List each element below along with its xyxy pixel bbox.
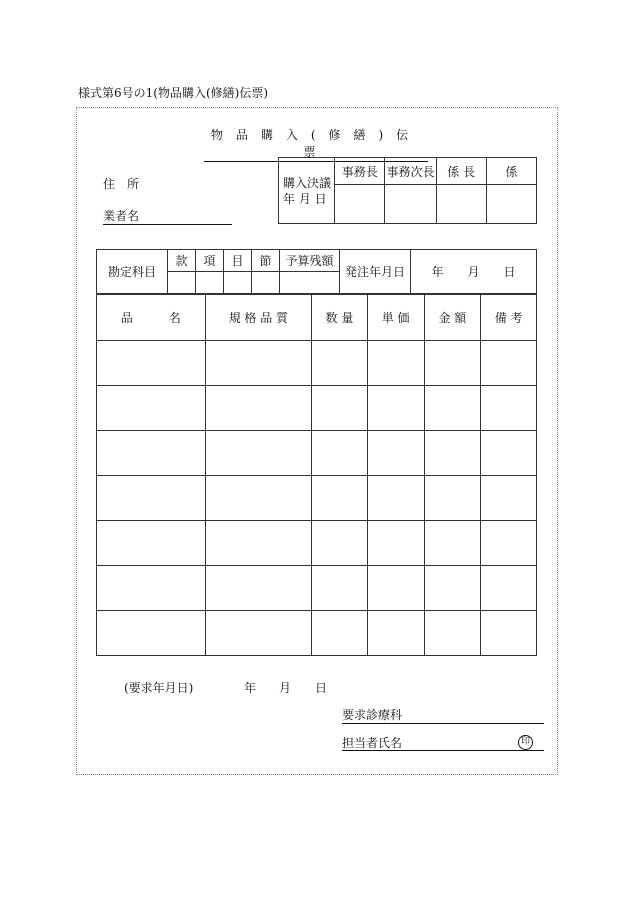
item-cell[interactable] bbox=[481, 521, 537, 566]
item-cell[interactable] bbox=[97, 521, 206, 566]
item-cell[interactable] bbox=[312, 476, 368, 521]
account-subject-label: 勘定科目 bbox=[97, 250, 168, 294]
item-cell[interactable] bbox=[481, 386, 537, 431]
items-header-remarks: 備 考 bbox=[481, 295, 537, 341]
item-cell[interactable] bbox=[367, 431, 424, 476]
approval-stamp-staff[interactable] bbox=[486, 185, 536, 224]
item-cell[interactable] bbox=[97, 431, 206, 476]
table-row bbox=[97, 341, 537, 386]
item-cell[interactable] bbox=[424, 611, 481, 656]
items-header-name: 品 名 bbox=[97, 295, 206, 341]
item-cell[interactable] bbox=[424, 476, 481, 521]
item-cell[interactable] bbox=[312, 341, 368, 386]
item-cell[interactable] bbox=[367, 566, 424, 611]
approval-table bbox=[278, 157, 537, 224]
item-cell[interactable] bbox=[424, 341, 481, 386]
item-cell[interactable] bbox=[205, 521, 311, 566]
item-cell[interactable] bbox=[312, 521, 368, 566]
item-cell[interactable] bbox=[97, 476, 206, 521]
item-cell[interactable] bbox=[481, 341, 537, 386]
request-date-label: (要求年月日) bbox=[124, 681, 194, 695]
item-cell[interactable] bbox=[205, 611, 311, 656]
item-cell[interactable] bbox=[312, 386, 368, 431]
items-table bbox=[96, 294, 537, 656]
vendor-name-field[interactable] bbox=[103, 207, 232, 225]
item-cell[interactable] bbox=[367, 386, 424, 431]
seal-icon: 印 bbox=[518, 735, 533, 750]
account-header-kou: 項 bbox=[196, 250, 224, 272]
table-row bbox=[97, 566, 537, 611]
item-cell[interactable] bbox=[481, 476, 537, 521]
table-row bbox=[97, 611, 537, 656]
item-cell[interactable] bbox=[481, 566, 537, 611]
item-cell[interactable] bbox=[312, 566, 368, 611]
purchase-decision-date-label: 購入決議 年 月 日 bbox=[279, 158, 335, 224]
request-date-year[interactable]: 年 bbox=[244, 681, 257, 695]
items-header-amount: 金 額 bbox=[424, 295, 481, 341]
item-cell[interactable] bbox=[312, 611, 368, 656]
item-cell[interactable] bbox=[424, 566, 481, 611]
account-header-setsu: 節 bbox=[252, 250, 280, 272]
account-header-budget-remaining: 予算残額 bbox=[280, 250, 340, 272]
form-number-label: 様式第6号の1(物品購入(修繕)伝票) bbox=[78, 86, 268, 100]
order-date-field[interactable]: 年 月 日 bbox=[411, 250, 537, 294]
item-cell[interactable] bbox=[367, 611, 424, 656]
item-cell[interactable] bbox=[312, 431, 368, 476]
item-cell[interactable] bbox=[424, 521, 481, 566]
items-header-spec: 規 格 品 質 bbox=[205, 295, 311, 341]
person-in-charge-field[interactable] bbox=[342, 734, 544, 751]
item-cell[interactable] bbox=[205, 386, 311, 431]
item-cell[interactable] bbox=[367, 521, 424, 566]
table-row bbox=[97, 476, 537, 521]
account-cell-kou[interactable] bbox=[196, 272, 224, 294]
order-date-label: 発注年月日 bbox=[340, 250, 411, 294]
approval-header-staff: 係 bbox=[486, 158, 536, 185]
approval-stamp-office-manager[interactable] bbox=[335, 185, 385, 224]
account-cell-setsu[interactable] bbox=[252, 272, 280, 294]
item-cell[interactable] bbox=[97, 341, 206, 386]
item-cell[interactable] bbox=[205, 476, 311, 521]
request-date-day[interactable]: 日 bbox=[315, 681, 328, 695]
person-in-charge-label: 担当者氏名 bbox=[342, 736, 403, 750]
items-header-unit-price: 単 価 bbox=[367, 295, 424, 341]
item-cell[interactable] bbox=[367, 341, 424, 386]
approval-header-section-chief: 係 長 bbox=[436, 158, 486, 185]
items-header-quantity: 数 量 bbox=[312, 295, 368, 341]
form-title: 物品購入(修繕)伝票 bbox=[204, 126, 428, 162]
account-cell-budget-remaining[interactable] bbox=[280, 272, 340, 294]
item-cell[interactable] bbox=[205, 566, 311, 611]
request-date-month[interactable]: 月 bbox=[279, 681, 292, 695]
item-cell[interactable] bbox=[481, 611, 537, 656]
table-row bbox=[97, 386, 537, 431]
account-cell-kan[interactable] bbox=[168, 272, 196, 294]
account-header-moku: 目 bbox=[224, 250, 252, 272]
item-cell[interactable] bbox=[205, 431, 311, 476]
request-department-field[interactable] bbox=[342, 706, 544, 724]
table-row bbox=[97, 521, 537, 566]
approval-header-deputy-manager: 事務次長 bbox=[385, 158, 436, 185]
request-department-label: 要求診療科 bbox=[342, 708, 403, 722]
table-row bbox=[97, 431, 537, 476]
approval-stamp-deputy-manager[interactable] bbox=[385, 185, 436, 224]
item-cell[interactable] bbox=[424, 386, 481, 431]
address-label: 住所 bbox=[103, 177, 152, 191]
vendor-name-label: 業者名 bbox=[103, 209, 140, 223]
item-cell[interactable] bbox=[97, 386, 206, 431]
account-cell-moku[interactable] bbox=[224, 272, 252, 294]
account-header-kan: 款 bbox=[168, 250, 196, 272]
item-cell[interactable] bbox=[367, 476, 424, 521]
item-cell[interactable] bbox=[481, 431, 537, 476]
item-cell[interactable] bbox=[97, 566, 206, 611]
approval-stamp-section-chief[interactable] bbox=[436, 185, 486, 224]
account-table bbox=[96, 249, 537, 294]
item-cell[interactable] bbox=[97, 611, 206, 656]
approval-header-office-manager: 事務長 bbox=[335, 158, 385, 185]
item-cell[interactable] bbox=[424, 431, 481, 476]
item-cell[interactable] bbox=[205, 341, 311, 386]
